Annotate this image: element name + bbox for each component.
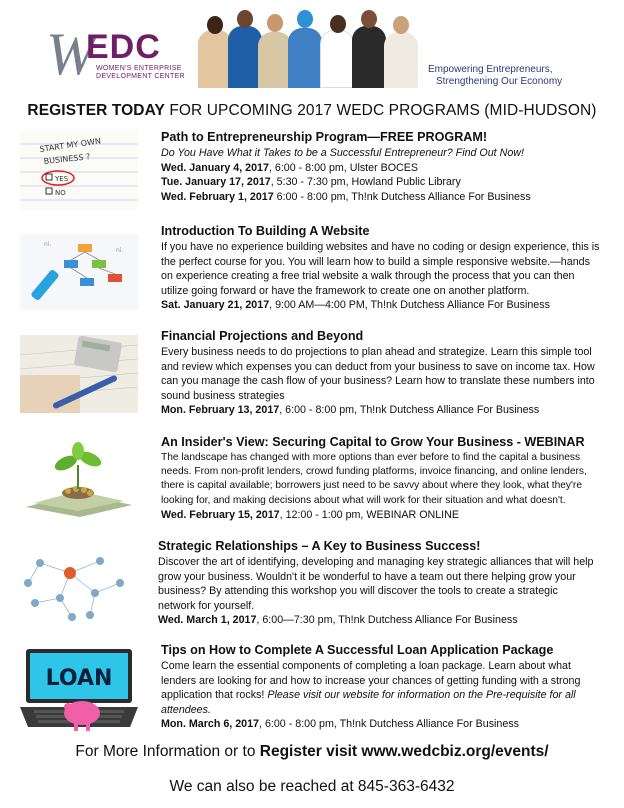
date-detail: 6:00 - 8:00 pm, Th!nk Dutchess Alliance For Business bbox=[273, 190, 531, 203]
program-title: Introduction To Building A Website bbox=[161, 224, 370, 238]
page-header bbox=[0, 0, 624, 96]
header-photo-people bbox=[198, 18, 420, 88]
program-subtitle: Do You Have What it Takes to be a Successful Entrepreneur? Find Out Now! bbox=[161, 147, 524, 159]
program-description: The landscape has changed with more options than ever before to find the capital a business needs. From non-profit lenders, crowd funding platforms, invoice financing, and online lenders, there is capital available; borrowers just need to be savvy about where they look, what they're looking for, and making decisions about what will work for their situation and what doesn't. bbox=[161, 452, 587, 506]
footer-register-pre: For More Information or to bbox=[75, 743, 260, 760]
checklist-no: NO bbox=[55, 189, 66, 197]
program-description: If you have no experience building websites and have no coding or design experience, this is the perfect course for you. You will learn how to build a simple responsive website.—hands on experience creating a free trial website a walk through the process that you can then utilize going forward or have the framework to create one on another platform. bbox=[161, 241, 600, 297]
program-date bbox=[161, 717, 601, 732]
loan-laptop-image bbox=[20, 647, 138, 735]
tagline bbox=[428, 64, 588, 88]
date-day: Sat. January 21, 2017 bbox=[161, 299, 270, 312]
date-day: Tue. January 17, 2017 bbox=[161, 176, 271, 189]
checklist-yes: YES bbox=[55, 175, 69, 183]
logo-subtitle-line1: WOMEN'S ENTERPRISE bbox=[96, 65, 182, 72]
logo-subtitle bbox=[96, 65, 185, 81]
program-date bbox=[161, 508, 601, 523]
program-date bbox=[161, 298, 601, 313]
program-title: Tips on How to Complete A Successful Loan Application Package bbox=[161, 643, 554, 657]
date-day: Wed. February 15, 2017 bbox=[161, 508, 280, 521]
date-day: Mon. February 13, 2017 bbox=[161, 404, 280, 417]
tagline-line1: Empowering Entrepreneurs, bbox=[428, 64, 553, 75]
date-day: Wed. March 1, 2017 bbox=[158, 614, 257, 627]
money-plant-image bbox=[20, 441, 138, 517]
network-diagram-image bbox=[20, 543, 138, 623]
description-text: Come learn the essential components of completing a loan package. Learn about what lenders are looking for and how to increase your chances of getting funding with a strong application that rocks! bbox=[161, 660, 581, 702]
footer-phone-line: We can also be reached at 845-363-6432 bbox=[169, 778, 455, 795]
description-italic: Please visit our website for information on the Pre-requisite for all attendees. bbox=[161, 689, 576, 716]
tagline-line2: Strengthening Our Economy bbox=[436, 76, 563, 87]
program-date bbox=[161, 190, 601, 205]
program-description: Discover the art of identifying, developing and managing key strategic alliances that will help grow your business. Wouldn't it be wonderful to have a team out there helping grow your business? By attending this workshop you will discover the tools to create a strategic network for yourself. bbox=[158, 556, 594, 612]
date-day: Wed. February 1, 2017 bbox=[161, 190, 274, 203]
date-detail: , 6:00—7:30 pm, Th!nk Dutchess Alliance For Business bbox=[256, 614, 518, 627]
svg-text:ni.: ni. bbox=[116, 247, 124, 254]
program-date bbox=[158, 613, 598, 628]
checklist-line2: BUSINESS ? bbox=[43, 152, 91, 166]
date-detail: , 12:00 - 1:00 pm, WEBINAR ONLINE bbox=[279, 508, 460, 521]
logo-subtitle-line2: DEVELOPMENT CENTER bbox=[96, 73, 185, 80]
date-day: Mon. March 6, 2017 bbox=[161, 718, 260, 731]
date-detail: , 6:00 - 8:00 pm, Th!nk Dutchess Alliance For Business bbox=[279, 404, 540, 417]
loan-screen-text: LOAN bbox=[45, 666, 113, 691]
logo-mark: W bbox=[46, 21, 90, 87]
date-detail: , 6:00 - 8:00 pm, Ulster BOCES bbox=[268, 161, 419, 174]
wedc-logo bbox=[46, 21, 196, 88]
date-detail: , 6:00 - 8:00 pm, Th!nk Dutchess Alliance For Business bbox=[259, 718, 520, 731]
checklist-line1: START MY OWN bbox=[39, 136, 102, 154]
footer-register-line bbox=[0, 743, 624, 761]
calculator-image bbox=[20, 335, 138, 413]
date-detail: , 5:30 - 7:30 pm, Howland Public Library bbox=[270, 176, 461, 189]
program-description bbox=[161, 659, 601, 717]
program-title: Path to Entrepreneurship Program—FREE PROGRAM! bbox=[161, 130, 488, 144]
checklist-image bbox=[20, 130, 138, 210]
website-diagram-image bbox=[20, 234, 138, 310]
program-title: Financial Projections and Beyond bbox=[161, 329, 364, 343]
footer-register-link[interactable]: Register visit www.wedcbiz.org/events/ bbox=[259, 743, 549, 760]
svg-text:ni.: ni. bbox=[44, 241, 52, 248]
logo-name: EDC bbox=[86, 28, 161, 66]
program-date bbox=[161, 403, 601, 418]
date-detail: , 9:00 AM—4:00 PM, Th!nk Dutchess Alliance For Business bbox=[269, 299, 550, 312]
date-day: Wed. January 4, 2017 bbox=[161, 161, 269, 174]
program-description: Every business needs to do projections to plan ahead and strategize. Learn this simple tool and review which expenses you can deduct from your business to save on income tax. How can you manage the cash flow of your business? Learn how to translate these numbers into sound business strategies bbox=[161, 346, 595, 402]
headline-rest: FOR UPCOMING 2017 WEDC PROGRAMS (MID-HUDSON) bbox=[164, 102, 597, 119]
program-date bbox=[161, 175, 601, 190]
headline-bold: REGISTER TODAY bbox=[27, 102, 165, 119]
page-headline bbox=[0, 102, 624, 120]
program-title: Strategic Relationships – A Key to Business Success! bbox=[158, 539, 481, 553]
program-date bbox=[161, 161, 601, 176]
program-title: An Insider's View: Securing Capital to Grow Your Business - WEBINAR bbox=[161, 435, 585, 449]
